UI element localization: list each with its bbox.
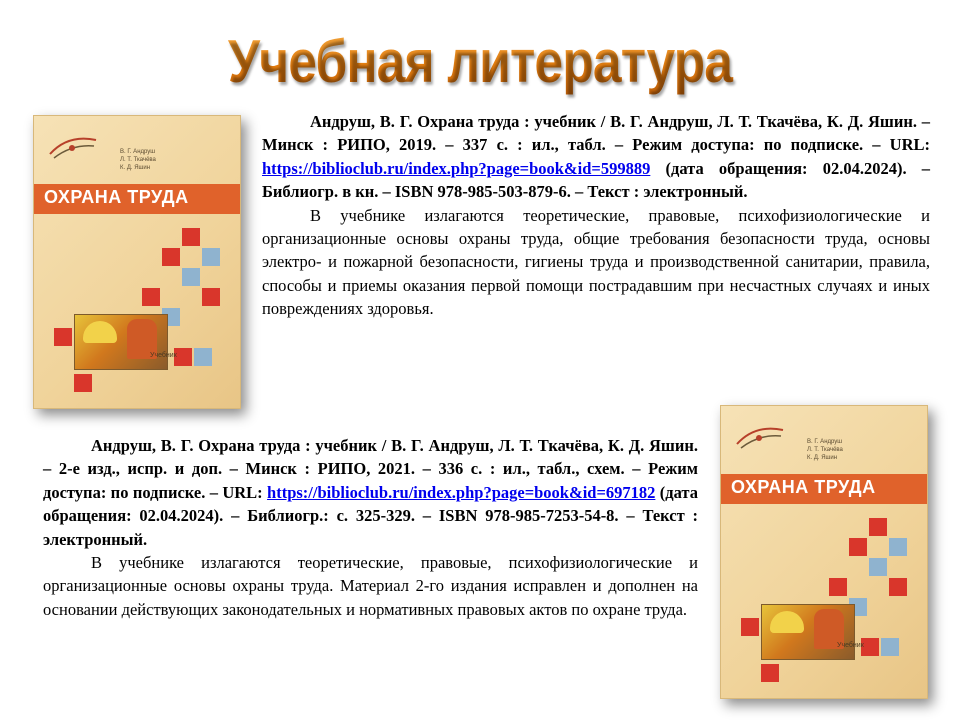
cover-square: [194, 348, 212, 366]
description: В учебнике излагаются теоретические, правовые, психофизиологические и организационные основы охраны труда, общие требования безопасности труда, основы электро- и пожарной безопасности, гигиены труда и производственной санитарии, правила, способы и приемы оказания первой помощи пострадавшим при несчастных случаях и иных повреждениях здоровья.: [262, 205, 930, 319]
book-cover-1: [33, 115, 241, 409]
cover-square: [889, 538, 907, 556]
cover-square: [202, 288, 220, 306]
publisher-logo-icon: [48, 132, 98, 162]
description: В учебнике излагаются теоретические, правовые, психофизиологические и организационные основы охраны труда. Материал 2-го издания исправлен и дополнен на основании действующих законодательных и нормативных правовых актов по охране труда.: [43, 553, 698, 619]
cover-square: [54, 328, 72, 346]
cover-square: [849, 538, 867, 556]
cover-square: [74, 374, 92, 392]
cover-authors: В. Г. Андруш Л. Т. Ткачёва К. Д. Яшин: [807, 439, 843, 461]
cover-square: [889, 578, 907, 596]
hard-hat-icon: [770, 611, 804, 633]
cover-square: [182, 268, 200, 286]
cover-title: ОХРАНА ТРУДА: [731, 477, 876, 497]
cover-label: Учебник: [150, 352, 177, 359]
cover-square: [202, 248, 220, 266]
cover-title: ОХРАНА ТРУДА: [44, 187, 189, 207]
cover-square: [761, 664, 779, 682]
page-title: Учебная литература: [67, 22, 893, 102]
book-link[interactable]: https://biblioclub.ru/index.php?page=book&id=697182: [267, 482, 656, 502]
publisher-logo-icon: [735, 422, 785, 452]
cover-photo: [74, 314, 168, 370]
cover-square: [869, 558, 887, 576]
book-link[interactable]: https://biblioclub.ru/index.php?page=book&id=599889: [262, 158, 651, 178]
cover-square: [182, 228, 200, 246]
cover-label: Учебник: [837, 642, 864, 649]
citation: Андруш, В. Г. Охрана труда : учебник / В. Г. Андруш, Л. Т. Ткачёва, К. Д. Яшин. – 2-е изд., испр. и доп. – Минск : РИПО, 2021. – 336 с. : ил., табл., схем. – Режим доступа: по подписке. – URL: https://biblioclub.ru/index.php?page=book&id=697182 (дата обращения: 02.04.2024). – Библиогр.: с. 325-329. – ISBN 978-985-7253-54-8. – Текст : электронный.: [43, 436, 698, 549]
hard-hat-icon: [83, 321, 117, 343]
book-entry-2: [43, 434, 698, 621]
cover-square: [829, 578, 847, 596]
book-entry-1: [262, 110, 930, 321]
cover-photo: [761, 604, 855, 660]
book-cover-2: [720, 405, 928, 699]
cover-authors: В. Г. Андруш Л. Т. Ткачёва К. Д. Яшин: [120, 149, 156, 171]
citation: Андруш, В. Г. Охрана труда : учебник / В. Г. Андруш, Л. Т. Ткачёва, К. Д. Яшин. – Минск : РИПО, 2019. – 337 с. : ил., табл. – Режим доступа: по подписке. – URL: https://biblioclub.ru/index.php?page=book&id=599889 (дата обращения: 02.04.2024). – Библиогр. в кн. – ISBN 978-985-503-879-6. – Текст : электронный.: [262, 112, 930, 202]
cover-square: [162, 248, 180, 266]
cover-square: [741, 618, 759, 636]
cover-square: [142, 288, 160, 306]
page-title-wrap: [0, 8, 960, 98]
cover-square: [881, 638, 899, 656]
cover-square: [869, 518, 887, 536]
